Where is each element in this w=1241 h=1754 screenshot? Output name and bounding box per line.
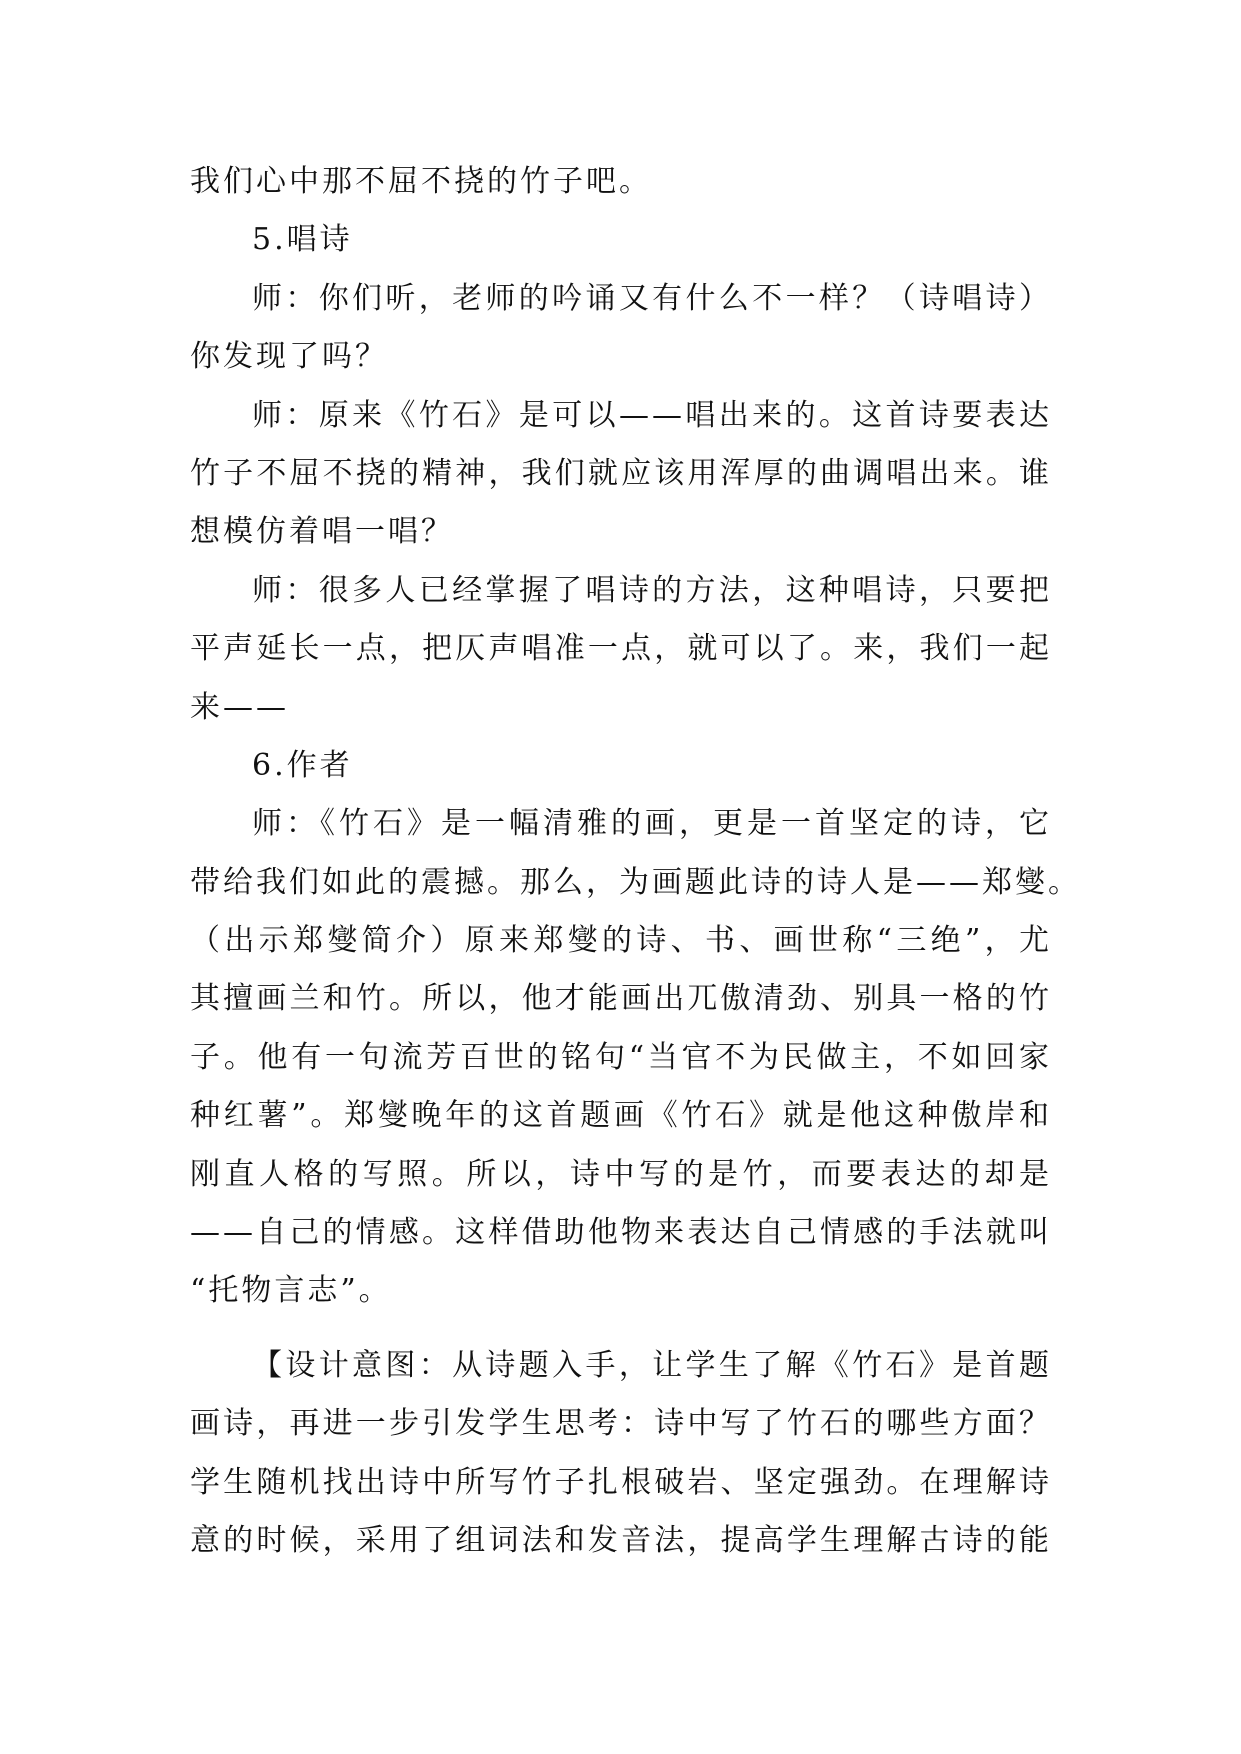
text-line: 学生随机找出诗中所写竹子扎根破岩、坚定强劲。在理解诗: [190, 1464, 1052, 1500]
text-line: 来——: [190, 689, 289, 725]
text-line: 师：你们听，老师的吟诵又有什么不一样？（诗唱诗）: [252, 280, 1052, 316]
text-line: 竹子不屈不挠的精神，我们就应该用浑厚的曲调唱出来。谁: [190, 455, 1052, 491]
text-line: 师：很多人已经掌握了唱诗的方法，这种唱诗，只要把: [252, 572, 1052, 608]
text-line: 画诗，再进一步引发学生思考：诗中写了竹石的哪些方面？: [190, 1406, 1052, 1442]
text-line: “托物言志”。: [190, 1273, 392, 1309]
section-heading: 6.作者: [252, 747, 353, 783]
section-heading: 5.唱诗: [252, 222, 353, 258]
text-line: 子。他有一句流芳百世的铭句“当官不为民做主，不如回家: [190, 1039, 1052, 1075]
text-line: 带给我们如此的震撼。那么，为画题此诗的诗人是——郑燮。: [190, 864, 1081, 900]
text-line: 我们心中那不屈不挠的竹子吧。: [190, 164, 652, 199]
text-line: 你发现了吗？: [190, 339, 388, 375]
text-line: ——自己的情感。这样借助他物来表达自己情感的手法就叫: [190, 1215, 1052, 1251]
document-body: [190, 153, 1081, 1570]
text-line: 想模仿着唱一唱？: [190, 514, 454, 550]
text-line: 刚直人格的写照。所以，诗中写的是竹，而要表达的却是: [190, 1156, 1052, 1192]
text-line: 意的时候，采用了组词法和发音法，提高学生理解古诗的能: [190, 1522, 1052, 1558]
design-intent-line: 【设计意图：从诗题入手，让学生了解《竹石》是首题: [252, 1347, 1052, 1383]
text-line: （出示郑燮简介）原来郑燮的诗、书、画世称“三绝”，尤: [190, 923, 1052, 959]
text-line: 师：《竹石》是一幅清雅的画，更是一首坚定的诗，它: [252, 806, 1052, 842]
text-line: 种红薯”。郑燮晚年的这首题画《竹石》就是他这种傲岸和: [190, 1098, 1052, 1134]
text-line: 师：原来《竹石》是可以——唱出来的。这首诗要表达: [252, 397, 1052, 433]
text-line: 平声延长一点，把仄声唱准一点，就可以了。来，我们一起: [190, 631, 1052, 667]
text-line: 其擅画兰和竹。所以，他才能画出兀傲清劲、别具一格的竹: [190, 981, 1052, 1017]
